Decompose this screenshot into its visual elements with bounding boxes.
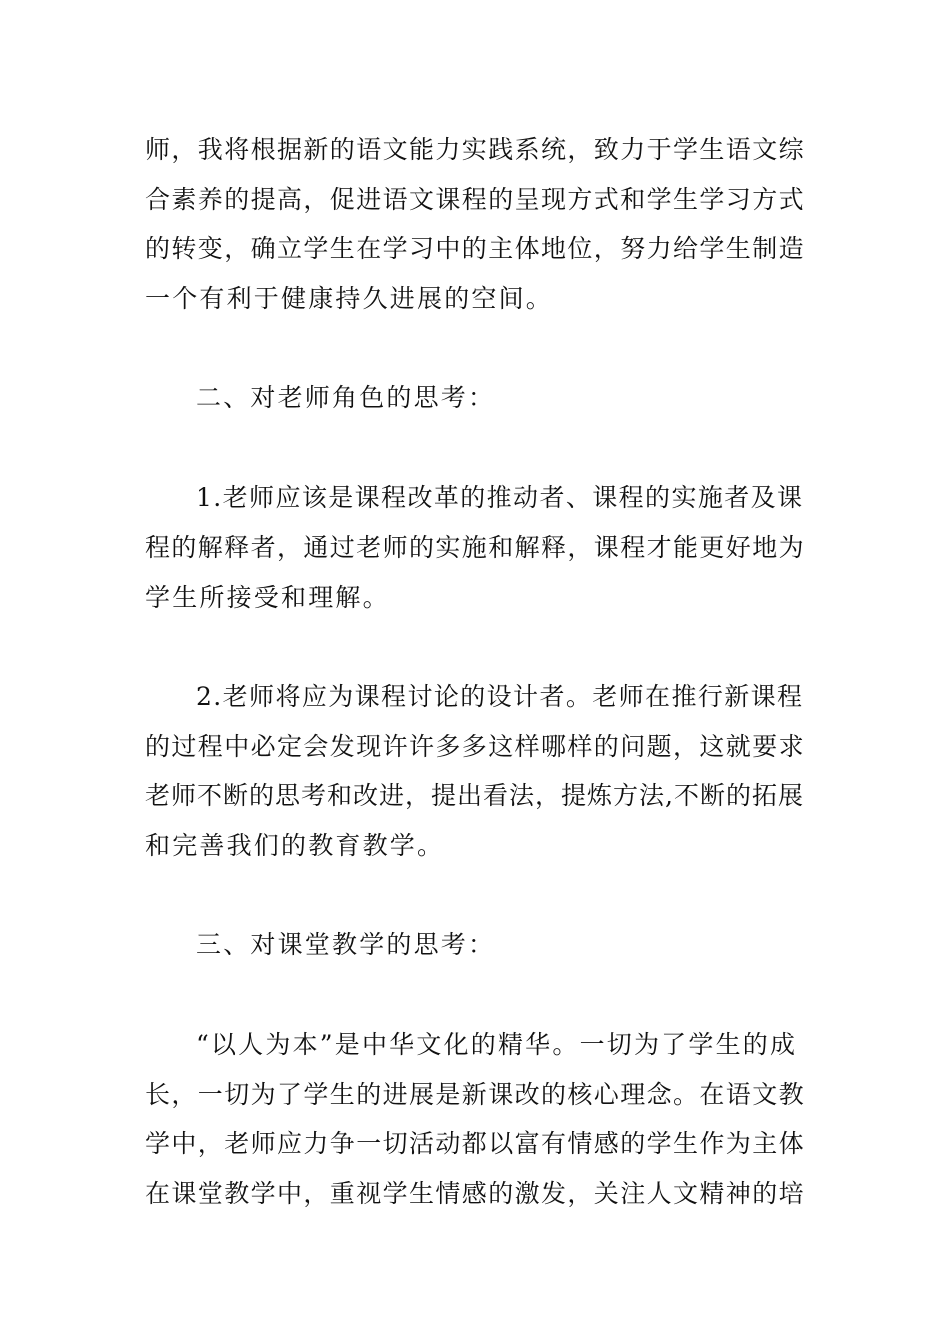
paragraph-3-line-1: 2.老师将应为课程讨论的设计者。老师在推行新课程 [196, 682, 804, 711]
paragraph-3-line-2: 的过程中必定会发现许许多多这样哪样的问题，这就要求 [145, 732, 806, 761]
paragraph-2-line-2: 程的解释者，通过老师的实施和解释，课程才能更好地为 [145, 533, 806, 562]
paragraph-4-line-3: 学中，老师应力争一切活动都以富有情感的学生作为主体 [145, 1129, 806, 1158]
paragraph-4-line-1: “以人为本”是中华文化的精华。一切为了学生的成 [196, 1030, 798, 1059]
paragraph-1-line-3: 的转变，确立学生在学习中的主体地位，努力给学生制造 [145, 234, 806, 263]
paragraph-3-line-3: 老师不断的思考和改进，提出看法，提炼方法,不断的拓展 [145, 781, 804, 810]
section-heading-classroom-teaching: 三、对课堂教学的思考： [196, 930, 496, 959]
paragraph-4-line-4: 在课堂教学中，重视学生情感的激发，关注人文精神的培 [145, 1179, 806, 1208]
paragraph-3-line-4: 和完善我们的教育教学。 [145, 831, 445, 860]
paragraph-4-line-2: 长，一切为了学生的进展是新课改的核心理念。在语文教 [145, 1080, 806, 1109]
section-heading-teacher-role: 二、对老师角色的思考： [196, 383, 496, 412]
paragraph-2-line-3: 学生所接受和理解。 [145, 583, 390, 612]
paragraph-1-line-4: 一个有利于健康持久进展的空间。 [145, 284, 554, 313]
paragraph-2-line-1: 1.老师应该是课程改革的推动者、课程的实施者及课 [196, 483, 804, 512]
paragraph-1-line-1: 师，我将根据新的语文能力实践系统，致力于学生语文综 [145, 135, 806, 164]
paragraph-1-line-2: 合素养的提高，促进语文课程的呈现方式和学生学习方式 [145, 185, 806, 214]
